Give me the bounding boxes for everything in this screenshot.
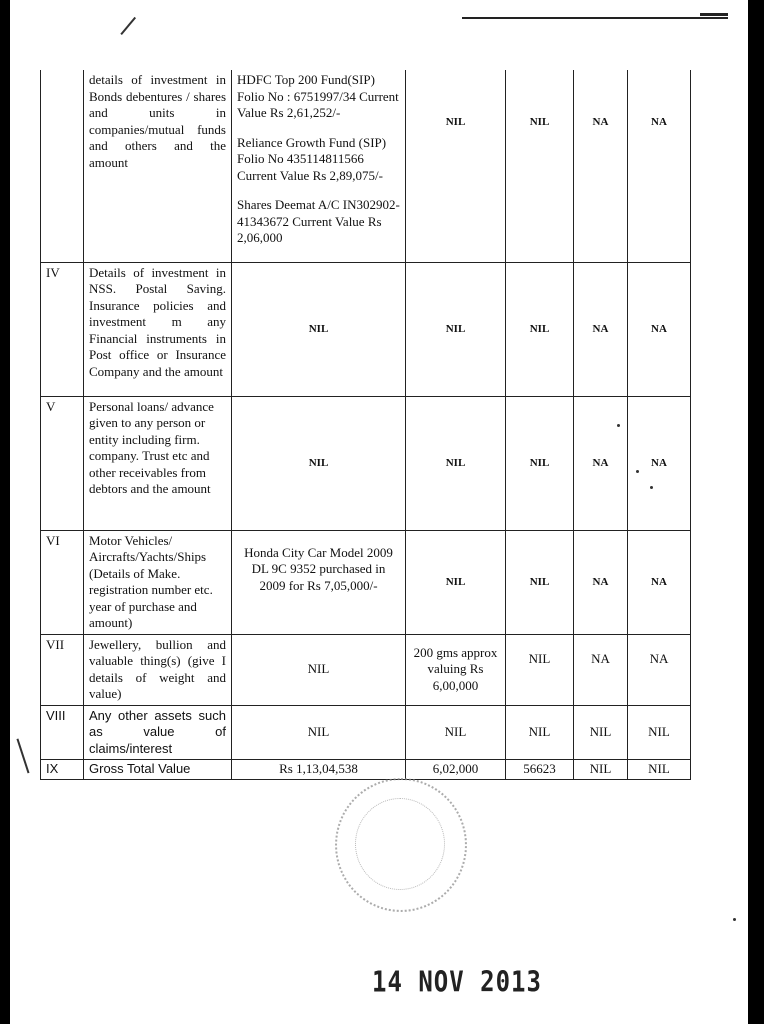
cell-value: NIL xyxy=(574,760,628,780)
date-stamp: 14 NOV 2013 xyxy=(372,965,542,999)
cell-value: NIL xyxy=(628,705,691,760)
cell-value: NIL xyxy=(406,530,506,634)
cell-value: NA xyxy=(574,70,628,262)
official-seal-stamp xyxy=(335,778,467,912)
cell-value: NIL xyxy=(232,705,406,760)
row-number xyxy=(41,70,84,262)
cell-value: NA xyxy=(628,530,691,634)
top-rule-mark xyxy=(700,13,728,16)
row-description: details of investment in Bonds debentures / shares and units in companies/mutual funds and others and the amount xyxy=(84,70,232,262)
cell-value: NIL xyxy=(232,262,406,396)
cell-value: NIL xyxy=(574,705,628,760)
speck xyxy=(650,486,653,489)
vehicle-details: Honda City Car Model 2009 DL 9C 9352 purchased in 2009 for Rs 7,05,000/- xyxy=(232,530,406,634)
row-number: V xyxy=(41,396,84,530)
reliance-fund-entry: Reliance Growth Fund (SIP) Folio No 435114811566 Current Value Rs 2,89,075/- xyxy=(237,134,387,183)
shares-demat-entry: Shares Deemat A/C IN302902-41343672 Current Value Rs 2,06,000 xyxy=(237,197,400,245)
cell-value: NA xyxy=(628,262,691,396)
cell-value: NA xyxy=(574,530,628,634)
assets-table xyxy=(40,70,691,780)
table-row xyxy=(41,70,691,262)
row-number: VIII xyxy=(41,705,84,760)
cell-value: NIL xyxy=(506,396,574,530)
speck xyxy=(636,470,639,473)
seal-inner-ring xyxy=(355,798,445,890)
table-row xyxy=(41,262,691,396)
cell-value: NIL xyxy=(506,70,574,262)
cell-value: NIL xyxy=(506,705,574,760)
cell-value: 6,02,000 xyxy=(406,760,506,780)
cell-value: NA xyxy=(628,634,691,705)
scan-edge xyxy=(0,0,10,1024)
speck xyxy=(617,424,620,427)
row-description: Any other assets such as value of claims/interest xyxy=(84,705,232,760)
row-description: Jewellery, bullion and valuable thing(s) (give I details of weight and value) xyxy=(84,634,232,705)
row-number: VI xyxy=(41,530,84,634)
table-row xyxy=(41,530,691,634)
row-number: IV xyxy=(41,262,84,396)
row-description: Gross Total Value xyxy=(84,760,232,780)
table-row xyxy=(41,396,691,530)
jewellery-value: 200 gms approx valuing Rs 6,00,000 xyxy=(406,634,506,705)
row-description: Personal loans/ advance given to any person or entity including firm. company. Trust etc and other receivables from debtors and the amount xyxy=(84,396,232,530)
top-rule xyxy=(462,17,728,19)
cell-value: NIL xyxy=(406,396,506,530)
cell-value: NA xyxy=(574,634,628,705)
cell-value: NIL xyxy=(406,70,506,262)
table-row xyxy=(41,634,691,705)
row-description: Details of investment in NSS. Postal Saving. Insurance policies and investment m any Financial instruments in Post office or Insurance Company and the amount xyxy=(84,262,232,396)
cell-value: NIL xyxy=(406,705,506,760)
cell-value: NIL xyxy=(232,634,406,705)
hdfc-fund-entry: HDFC Top 200 Fund(SIP) Folio No : 6751997/34 Current Value Rs 2,61,252/- xyxy=(237,72,399,120)
cell-value: 56623 xyxy=(506,760,574,780)
cell-value: NA xyxy=(628,396,691,530)
table-row xyxy=(41,760,691,780)
gross-total: Rs 1,13,04,538 xyxy=(232,760,406,780)
cell-value: NIL xyxy=(406,262,506,396)
cell-value: NIL xyxy=(506,634,574,705)
cell-value: NA xyxy=(628,70,691,262)
speck xyxy=(733,918,736,921)
table-row xyxy=(41,705,691,760)
row-number: IX xyxy=(41,760,84,780)
cell-value: NIL xyxy=(628,760,691,780)
cell-value: NIL xyxy=(506,262,574,396)
cell-value: NIL xyxy=(506,530,574,634)
row-description: Motor Vehicles/ Aircrafts/Yachts/Ships (Details of Make. registration number etc. year of purchase and amount) xyxy=(84,530,232,634)
row-number: VII xyxy=(41,634,84,705)
cell-value: NA xyxy=(574,396,628,530)
investment-details xyxy=(232,70,406,262)
cell-value: NIL xyxy=(232,396,406,530)
cell-value: NA xyxy=(574,262,628,396)
